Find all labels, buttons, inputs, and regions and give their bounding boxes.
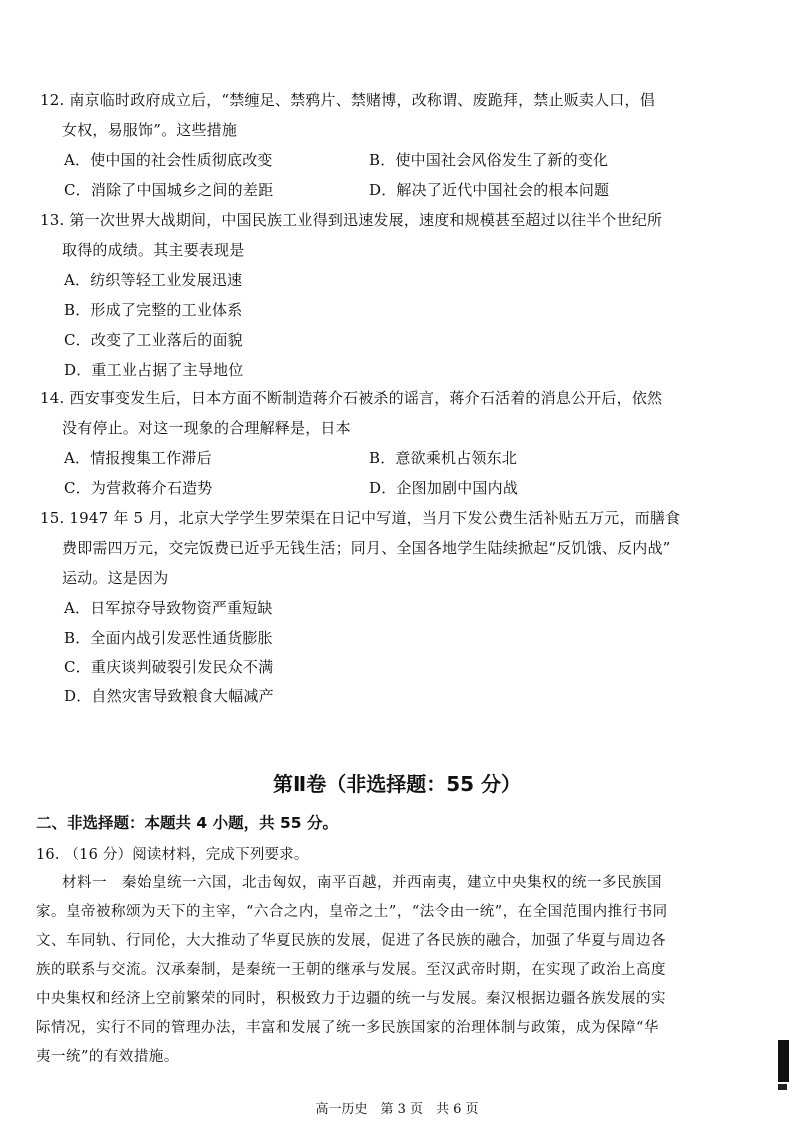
material-line-6: 际情况，实行不同的管理办法，丰富和发展了统一多民族国家的治理体制与政策，成为保障“华 [36,1020,659,1036]
question-13-option-a: A．纺织等轻工业发展迅速 [64,271,243,289]
question-15-line-1: 15. 1947 年 5 月，北京大学学生罗荣渠在日记中写道，当月下发公费生活补贴五万元，而膳食 [40,509,681,527]
question-13-option-d: D．重工业占据了主导地位 [64,361,244,379]
question-13-line-1: 13. 第一次世界大战期间，中国民族工业得到迅速发展，速度和规模甚至超过以往半个世纪所 [40,211,663,229]
material-line-7: 夷一统”的有效措施。 [36,1049,179,1065]
question-14-option-d: D．企图加剧中国内战 [369,479,519,497]
material-line-1: 材料一 秦始皇统一六国，北击匈奴，南平百越，并西南夷，建立中央集权的统一多民族国 [62,875,662,891]
page-footer: 高一历史 第 3 页 共 6 页 [315,1102,479,1117]
question-13-option-c: C．改变了工业落后的面貌 [64,331,243,349]
question-12-option-d: D．解决了近代中国社会的根本问题 [369,181,610,199]
question-15-line-2: 费即需四万元，交完饭费已近乎无钱生活；同月、全国各地学生陆续掀起“反饥饿、反内战” [62,539,671,557]
question-16-prompt: 16. （16 分）阅读材料，完成下列要求。 [36,847,309,863]
question-15-option-c: C．重庆谈判破裂引发民众不满 [64,658,274,676]
question-15-option-b: B．全面内战引发恶性通货膨胀 [64,629,273,647]
material-line-4: 族的联系与交流。汉承秦制，是秦统一王朝的继承与发展。至汉武帝时期，在实现了政治上高度 [36,962,666,978]
question-15-option-d: D．自然灾害导致粮食大幅减产 [64,687,274,705]
section-heading: 二、非选择题：本题共 4 小题，共 55 分。 [36,814,338,832]
material-line-3: 文、车同轨、行同伦，大大推动了华夏民族的发展，促进了各民族的融合，加强了华夏与周边各 [36,933,666,949]
question-14-option-b: B．意欲乘机占领东北 [369,449,518,467]
question-15-line-3: 运动。这是因为 [62,569,169,587]
question-12-option-c: C．消除了中国城乡之间的差距 [64,181,274,199]
question-15-option-a: A．日军掠夺导致物资严重短缺 [64,599,273,617]
question-12-option-a: A．使中国的社会性质彻底改变 [64,151,273,169]
question-12-line-1: 12. 南京临时政府成立后，“禁缠足、禁鸦片、禁赌博，改称谓、废跪拜，禁止贩卖人口，倡 [40,91,655,109]
question-13-line-2: 取得的成绩。其主要表现是 [62,241,245,259]
question-14-line-2: 没有停止。对这一现象的合理解释是，日本 [62,419,351,437]
question-14-option-a: A．情报搜集工作滞后 [64,449,212,467]
question-12-option-b: B．使中国社会风俗发生了新的变化 [369,151,609,169]
material-line-5: 中央集权和经济上空前繁荣的同时，积极致力于边疆的统一与发展。秦汉根据边疆各族发展的实 [36,991,666,1007]
material-line-2: 家。皇帝被称颂为天下的主宰，“六合之内，皇帝之土”，“法令由一统”，在全国范围内推行书同 [36,904,668,920]
question-12-line-2: 女权，易服饰”。这些措施 [62,121,238,139]
question-13-option-b: B．形成了完整的工业体系 [64,301,243,319]
question-14-option-c: C．为营救蒋介石造势 [64,479,213,497]
question-14-line-1: 14. 西安事变发生后，日本方面不断制造蒋介石被杀的谣言，蒋介石活着的消息公开后，依然 [40,389,663,407]
scan-edge-mark-small [778,1084,787,1090]
scan-edge-mark [778,1040,789,1082]
section-title: 第Ⅱ卷（非选择题：55 分） [273,772,521,796]
